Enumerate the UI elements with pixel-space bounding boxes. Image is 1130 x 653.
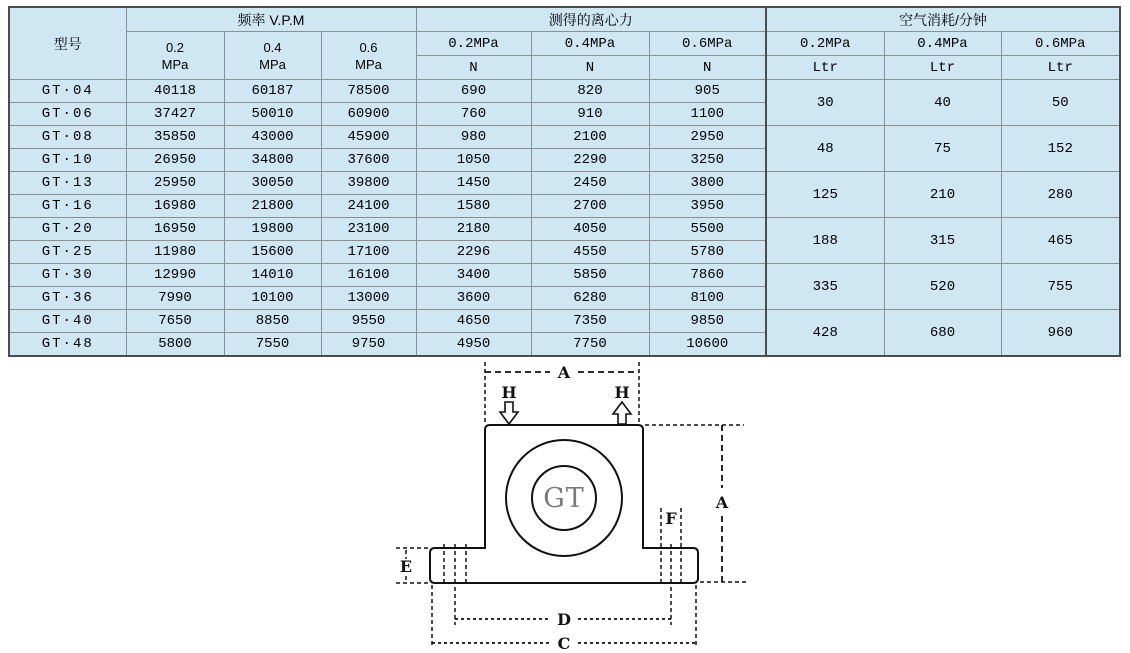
model-cell: GT·10 — [9, 149, 126, 172]
force-cell: 2290 — [531, 149, 649, 172]
force-cell: 1450 — [416, 172, 531, 195]
dim-label-e: E — [399, 557, 413, 576]
dim-label-d: D — [557, 610, 571, 629]
force-cell: 2296 — [416, 241, 531, 264]
force-cell: 820 — [531, 80, 649, 103]
table-row — [9, 264, 1120, 287]
frequency-cell: 37600 — [321, 149, 416, 172]
force-cell: 910 — [531, 103, 649, 126]
force-cell: 3950 — [649, 195, 766, 218]
model-cell: GT·48 — [9, 333, 126, 357]
frequency-cell: 17100 — [321, 241, 416, 264]
model-cell: GT·08 — [9, 126, 126, 149]
force-cell: 905 — [649, 80, 766, 103]
frequency-cell: 60187 — [224, 80, 321, 103]
table-row — [9, 310, 1120, 333]
frequency-cell: 14010 — [224, 264, 321, 287]
header-force-group: 测得的离心力 — [416, 7, 766, 32]
model-cell: GT·06 — [9, 103, 126, 126]
bolt-hole-lines-left — [444, 544, 466, 586]
frequency-cell: 43000 — [224, 126, 321, 149]
unit-force-02: N — [416, 56, 531, 80]
header-freq-06 — [321, 32, 416, 80]
frequency-cell: 9750 — [321, 333, 416, 357]
dim-label-c: C — [557, 634, 571, 653]
table-row — [9, 126, 1120, 149]
header-force-04: 0.4MPa — [531, 32, 649, 56]
air-consumption-cell: 152 — [1001, 126, 1120, 172]
header-force-02: 0.2MPa — [416, 32, 531, 56]
force-cell: 6280 — [531, 287, 649, 310]
freq-unit-04: MPa — [259, 56, 286, 72]
model-cell: GT·16 — [9, 195, 126, 218]
dim-label-h-right: H — [614, 383, 630, 402]
force-cell: 1100 — [649, 103, 766, 126]
frequency-cell: 16950 — [126, 218, 224, 241]
frequency-cell: 23100 — [321, 218, 416, 241]
header-force-06: 0.6MPa — [649, 32, 766, 56]
air-consumption-cell: 280 — [1001, 172, 1120, 218]
header-air-02: 0.2MPa — [766, 32, 884, 56]
air-consumption-cell: 465 — [1001, 218, 1120, 264]
force-cell: 760 — [416, 103, 531, 126]
frequency-cell: 9550 — [321, 310, 416, 333]
table-row — [9, 172, 1120, 195]
frequency-cell: 40118 — [126, 80, 224, 103]
frequency-cell: 10100 — [224, 287, 321, 310]
force-cell: 4950 — [416, 333, 531, 357]
air-consumption-cell: 210 — [884, 172, 1001, 218]
header-group-row — [9, 7, 1120, 32]
air-consumption-cell: 520 — [884, 264, 1001, 310]
force-cell: 5780 — [649, 241, 766, 264]
force-cell: 1050 — [416, 149, 531, 172]
frequency-cell: 13000 — [321, 287, 416, 310]
force-cell: 8100 — [649, 287, 766, 310]
spec-table-body — [9, 80, 1120, 357]
force-cell: 5850 — [531, 264, 649, 287]
frequency-cell: 12990 — [126, 264, 224, 287]
model-cell: GT·36 — [9, 287, 126, 310]
unit-air-02: Ltr — [766, 56, 884, 80]
table-row — [9, 218, 1120, 241]
frequency-cell: 30050 — [224, 172, 321, 195]
frequency-cell: 7990 — [126, 287, 224, 310]
force-cell: 690 — [416, 80, 531, 103]
unit-force-06: N — [649, 56, 766, 80]
frequency-cell: 35850 — [126, 126, 224, 149]
force-cell: 4650 — [416, 310, 531, 333]
force-cell: 2950 — [649, 126, 766, 149]
air-consumption-cell: 335 — [766, 264, 884, 310]
freq-unit-02: MPa — [161, 56, 189, 72]
header-air-04: 0.4MPa — [884, 32, 1001, 56]
frequency-cell: 60900 — [321, 103, 416, 126]
unit-force-04: N — [531, 56, 649, 80]
force-cell: 4550 — [531, 241, 649, 264]
frequency-cell: 39800 — [321, 172, 416, 195]
model-cell: GT·04 — [9, 80, 126, 103]
body-model-text: GT — [543, 483, 585, 514]
force-cell: 3800 — [649, 172, 766, 195]
force-cell: 2450 — [531, 172, 649, 195]
frequency-cell: 7550 — [224, 333, 321, 357]
force-cell: 7350 — [531, 310, 649, 333]
air-consumption-cell: 315 — [884, 218, 1001, 264]
force-cell: 3400 — [416, 264, 531, 287]
air-consumption-cell: 40 — [884, 80, 1001, 126]
freq-pressure-06: 0.6 — [359, 39, 378, 55]
air-consumption-cell: 75 — [884, 126, 1001, 172]
frequency-cell: 34800 — [224, 149, 321, 172]
frequency-cell: 11980 — [126, 241, 224, 264]
force-cell: 3250 — [649, 149, 766, 172]
header-freq-02 — [126, 32, 224, 80]
model-cell: GT·30 — [9, 264, 126, 287]
frequency-cell: 15600 — [224, 241, 321, 264]
freq-pressure-04: 0.4 — [263, 39, 282, 55]
air-consumption-cell: 960 — [1001, 310, 1120, 357]
air-outlet-arrow-up — [613, 402, 631, 424]
frequency-cell: 25950 — [126, 172, 224, 195]
frequency-cell: 37427 — [126, 103, 224, 126]
header-model: 型号 — [9, 7, 126, 80]
force-cell: 2180 — [416, 218, 531, 241]
unit-air-04: Ltr — [884, 56, 1001, 80]
force-cell: 9850 — [649, 310, 766, 333]
force-cell: 2700 — [531, 195, 649, 218]
frequency-cell: 8850 — [224, 310, 321, 333]
frequency-cell: 21800 — [224, 195, 321, 218]
frequency-cell: 5800 — [126, 333, 224, 357]
air-inlet-arrow-down — [500, 402, 518, 424]
air-consumption-cell: 48 — [766, 126, 884, 172]
freq-pressure-02: 0.2 — [165, 39, 185, 55]
spec-table — [8, 6, 1121, 357]
air-consumption-cell: 50 — [1001, 80, 1120, 126]
force-cell: 1580 — [416, 195, 531, 218]
air-consumption-cell: 125 — [766, 172, 884, 218]
model-cell: GT·13 — [9, 172, 126, 195]
force-cell: 3600 — [416, 287, 531, 310]
force-cell: 5500 — [649, 218, 766, 241]
frequency-cell: 26950 — [126, 149, 224, 172]
bolt-hole-lines-right — [661, 544, 681, 586]
vibrator-dimension-diagram — [388, 356, 752, 653]
unit-air-06: Ltr — [1001, 56, 1120, 80]
header-sub-row — [9, 32, 1120, 56]
air-consumption-cell: 30 — [766, 80, 884, 126]
force-cell: 7860 — [649, 264, 766, 287]
freq-unit-06: MPa — [355, 56, 382, 72]
header-freq-04 — [224, 32, 321, 80]
table-row — [9, 80, 1120, 103]
air-consumption-cell: 188 — [766, 218, 884, 264]
frequency-cell: 7650 — [126, 310, 224, 333]
dim-label-a-right: A — [715, 493, 729, 512]
model-cell: GT·20 — [9, 218, 126, 241]
dim-label-f: F — [665, 509, 677, 528]
frequency-cell: 16100 — [321, 264, 416, 287]
frequency-cell: 45900 — [321, 126, 416, 149]
dim-label-h-left: H — [501, 383, 517, 402]
force-cell: 7750 — [531, 333, 649, 357]
header-frequency-group: 频率 V.P.M — [126, 7, 416, 32]
force-cell: 980 — [416, 126, 531, 149]
air-consumption-cell: 428 — [766, 310, 884, 357]
frequency-cell: 50010 — [224, 103, 321, 126]
force-cell: 4050 — [531, 218, 649, 241]
model-cell: GT·40 — [9, 310, 126, 333]
frequency-cell: 16980 — [126, 195, 224, 218]
force-cell: 10600 — [649, 333, 766, 357]
air-consumption-cell: 680 — [884, 310, 1001, 357]
model-cell: GT·25 — [9, 241, 126, 264]
header-air-group: 空气消耗/分钟 — [766, 7, 1120, 32]
frequency-cell: 24100 — [321, 195, 416, 218]
header-air-06: 0.6MPa — [1001, 32, 1120, 56]
dim-label-a-top: A — [557, 363, 571, 382]
air-consumption-cell: 755 — [1001, 264, 1120, 310]
frequency-cell: 19800 — [224, 218, 321, 241]
frequency-cell: 78500 — [321, 80, 416, 103]
force-cell: 2100 — [531, 126, 649, 149]
